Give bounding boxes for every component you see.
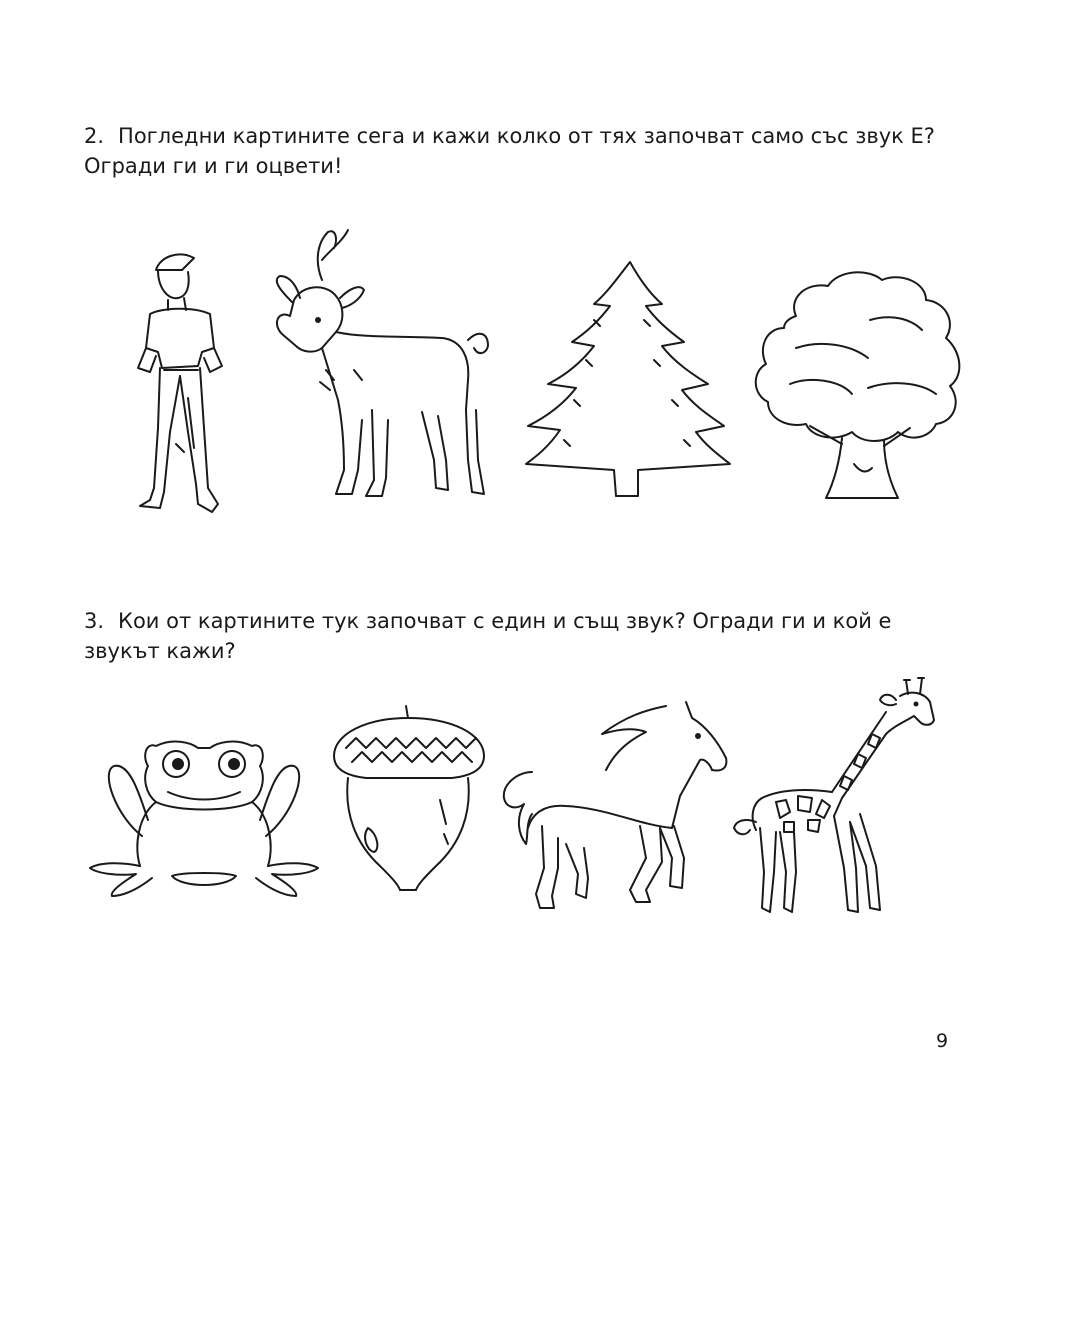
acorn-picture xyxy=(330,704,488,894)
elf-picture xyxy=(128,248,236,520)
deer-picture xyxy=(262,220,494,502)
task-2-instruction xyxy=(84,121,964,181)
task-3-instruction xyxy=(84,606,964,666)
page-number: 9 xyxy=(936,1030,949,1052)
horse-picture xyxy=(496,698,732,918)
oak-tree-picture xyxy=(750,268,968,502)
task-2-text: Погледни картините сега и кажи колко от тях започват само със звук Е? Огради ги и ги оцвети! xyxy=(84,124,935,178)
fir-tree-picture xyxy=(524,260,734,500)
task-3-number: 3. xyxy=(84,609,105,633)
task-2-number: 2. xyxy=(84,124,105,148)
frog-picture xyxy=(86,736,322,902)
giraffe-picture xyxy=(724,672,936,918)
task-3-text: Кои от картините тук започват с един и същ звук? Огради ги и кой е звукът кажи? xyxy=(84,609,892,663)
